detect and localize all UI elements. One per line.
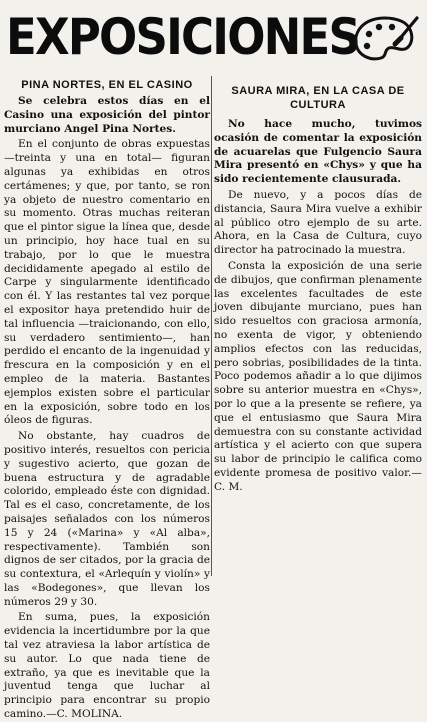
artist-palette-icon bbox=[351, 14, 419, 64]
column-divider bbox=[211, 76, 212, 576]
article-paragraph: En suma, pues, la exposición evidencia la incertidumbre por la que tal vez atraviesa la labor artística de su autor. Lo que nada tiene de extraño, ya que es inevitable que la juventud tenga que luchar al principio para encontrar su propio camino.—C. MOLINA. bbox=[4, 611, 210, 721]
article-saura-mira bbox=[214, 78, 422, 495]
article-heading: PINA NORTES, EN EL CASINO bbox=[21, 79, 193, 91]
section-title: EXPOSICIONES bbox=[6, 8, 360, 66]
article-pina-nortes bbox=[4, 76, 210, 722]
article-lead: Se celebra estos días en el Casino una exposición del pintor murciano Angel Pina Nortes. bbox=[4, 95, 210, 135]
article-paragraph: No obstante, hay cuadros de positivo interés, resueltos con pericia y sugestivo acierto, que gozan de buena estructura y de agradable colorido, empleado éste con dignidad. Tal es el caso, concretamente, de los paisajes señalados con los números 15 y 24 («Marina» y «Al alba», respectivamente). También son dignos de ser citados, por la gracia de su contextura, el «Arlequín y violín» y las «Bodegones», que llevan los números 29 y 30. bbox=[4, 430, 210, 608]
article-paragraph: Consta la exposición de una serie de dibujos, que confirman plenamente las excelentes facultades de este joven dibujante murciano, pues han sido resueltos con graciosa armonía, no exenta de vigor, y obteniendo amplios efectos con las reducidas, pero sobrias, posibilidades de la tinta. Poco podemos añadir a lo que dijimos sobre su anterior muestra en «Chys», por lo que a la presente se refiere, ya que el entusiasmo que Saura Mira demuestra con su constante actividad artística y el acierto con que supera su labor de principio le califica como evidente promesa de positivo valor.—C. M. bbox=[214, 259, 422, 493]
article-paragraph: En el conjunto de obras expuestas —treinta y una en total— figuran algunas ya exhibidas en otros certámenes; y que, por tanto, se ron ya objeto de nuestro comentario en su momento. Otras muchas reiteran que el pintor sigue la línea que, desde un principio, hoy hace tual en su trabajo, por lo que le muestra decididamente apegado al estilo de Carpe y singularmente identificado con él. Y las restantes tal vez porque el expositor haya pretendido huir de tal influencia —traicionando, con ello, su verdadero sentimiento—, han perdido el encanto de la ingenuidad y frescura en la composición y en el empleo de la materia. Bastantes ejemplos existen sobre el particular en la exposición, sobre todo en los óleos de figuras. bbox=[4, 138, 210, 427]
article-paragraph: De nuevo, y a pocos días de distancia, Saura Mira vuelve a exhibir al público otro ejemplo de su arte. Ahora, en la Casa de Cultura, cuyo director ha patrocinado la muestra. bbox=[214, 188, 422, 257]
masthead bbox=[6, 8, 421, 70]
article-lead: No hace mucho, tuvimos ocasión de comentar la exposición de acuarelas que Fulgencio Saura Mira presentó en «Chys» y que ha sido recientemente clausurada. bbox=[214, 118, 422, 186]
article-heading: SAURA MIRA, EN LA CASA DE CULTURA bbox=[231, 85, 405, 111]
